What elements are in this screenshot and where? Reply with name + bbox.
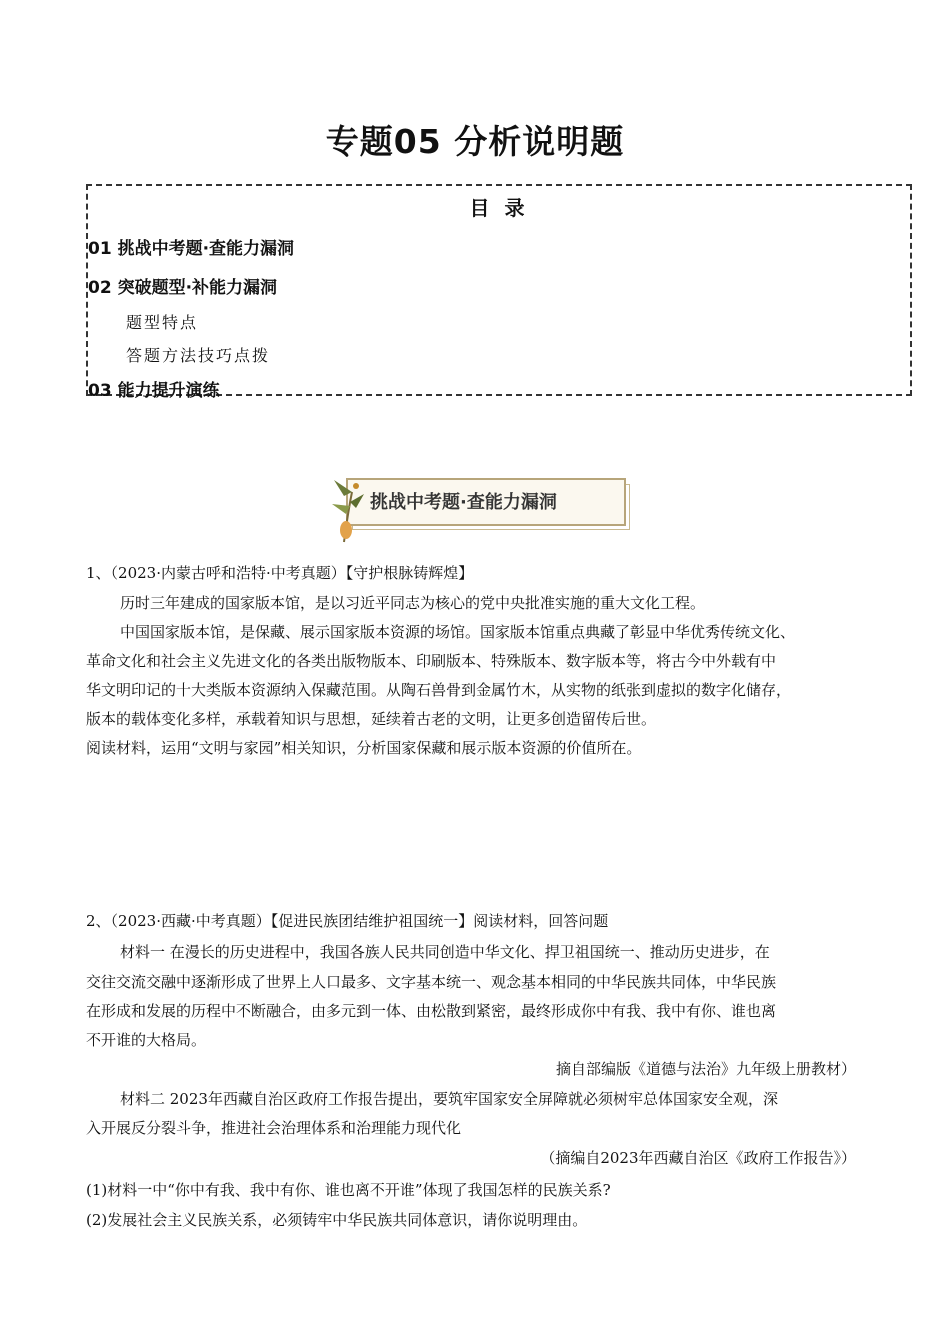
- q2-subquestion-1: (1)材料一中“你中有我、我中有你、谁也离不开谁”体现了我国怎样的民族关系?: [86, 1181, 611, 1199]
- document-title: 专题05 分析说明题: [325, 122, 625, 161]
- q2-material-1-line-4: 不开谁的大格局。: [86, 1031, 207, 1049]
- question-1-header: 1、（2023·内蒙古呼和浩特·中考真题）【守护根脉铸辉煌】: [86, 564, 474, 582]
- q2-material-1-source: 摘自部编版《道德与法治》九年级上册教材）: [555, 1060, 856, 1078]
- toc-item-2[interactable]: 02 突破题型·补能力漏洞: [88, 278, 278, 298]
- toc-subitem-2[interactable]: 答题方法技巧点拨: [126, 346, 271, 365]
- question-2-header: 2、（2023·西藏·中考真题）【促进民族团结维护祖国统一】阅读材料，回答问题: [86, 912, 609, 930]
- banner-title: 挑战中考题·查能力漏洞: [370, 492, 557, 513]
- toc-item-3[interactable]: 03 能力提升演练: [88, 381, 220, 401]
- q2-material-1-line-2: 交往交流交融中逐渐形成了世界上人口最多、文字基本统一、观念基本相同的中华民族共同体，中华民族: [86, 973, 777, 991]
- section-banner: [322, 472, 632, 546]
- q1-paragraph-2-line-4: 版本的载体变化多样，承载着知识与思想，延续着古老的文明，让更多创造留传后世。: [86, 710, 657, 728]
- table-of-contents: [86, 184, 912, 401]
- q2-material-2-line-1: 材料二 2023年西藏自治区政府工作报告提出，要筑牢国家安全屏障就必须树牢总体国家安全观，深: [120, 1090, 778, 1108]
- q2-material-1-line-3: 在形成和发展的历程中不断融合，由多元到一体、由松散到紧密，最终形成你中有我、我中有你、谁也离: [86, 1002, 777, 1020]
- q1-paragraph-1: 历时三年建成的国家版本馆，是以习近平同志为核心的党中央批准实施的重大文化工程。: [120, 594, 706, 612]
- q1-paragraph-2-line-1: 中国国家版本馆，是保藏、展示国家版本资源的场馆。国家版本馆重点典藏了彰显中华优秀传统文化、: [120, 623, 796, 641]
- q2-material-2-source: （摘编自2023年西藏自治区《政府工作报告》）: [540, 1149, 856, 1167]
- q1-question: 阅读材料，运用“文明与家园”相关知识，分析国家保藏和展示版本资源的价值所在。: [86, 739, 642, 757]
- q1-paragraph-2-line-3: 华文明印记的十大类版本资源纳入保藏范围。从陶石兽骨到金属竹木，从实物的纸张到虚拟的数字化储存，: [86, 681, 792, 699]
- plant-icon: [322, 472, 372, 546]
- toc-item-1[interactable]: 01 挑战中考题·查能力漏洞: [88, 239, 295, 259]
- q2-subquestion-2: (2)发展社会主义民族关系，必须铸牢中华民族共同体意识，请你说明理由。: [86, 1211, 588, 1229]
- q2-material-1-line-1: 材料一 在漫长的历史进程中，我国各族人民共同创造中华文化、捍卫祖国统一、推动历史进步，在: [120, 943, 770, 961]
- q1-paragraph-2-line-2: 革命文化和社会主义先进文化的各类出版物版本、印刷版本、特殊版本、数字版本等，将古今中外载有中: [86, 652, 777, 670]
- toc-subitem-1[interactable]: 题型特点: [126, 313, 199, 332]
- toc-heading: 目 录: [469, 196, 529, 220]
- q2-material-2-line-2: 入开展反分裂斗争，推进社会治理体系和治理能力现代化: [86, 1119, 462, 1137]
